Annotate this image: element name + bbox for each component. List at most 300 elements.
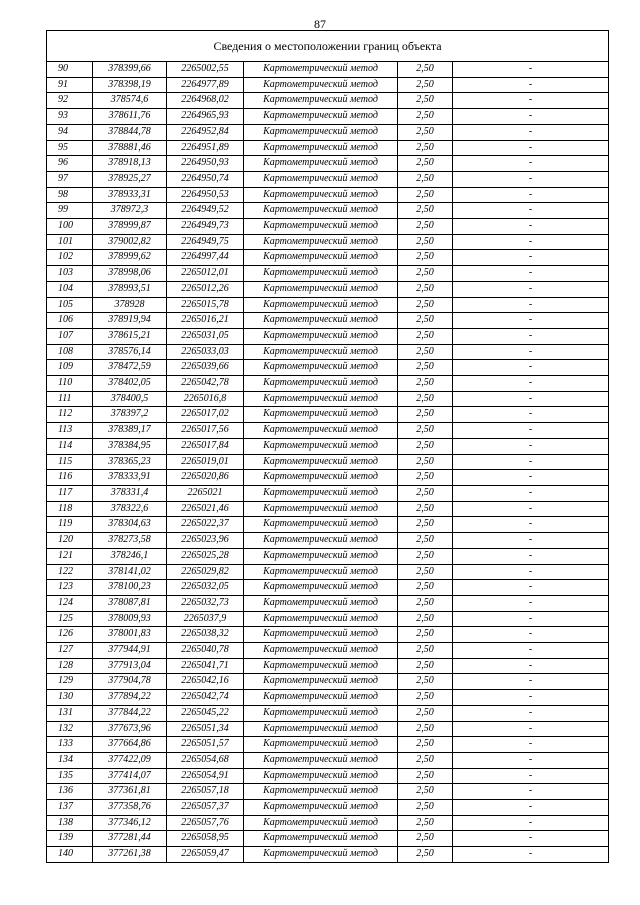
point-number-cell: 139 [47, 831, 93, 847]
y-coordinate-cell: 2264968,02 [167, 93, 244, 109]
point-number-cell: 104 [47, 281, 93, 297]
accuracy-cell: 2,50 [398, 266, 453, 282]
accuracy-cell: 2,50 [398, 93, 453, 109]
method-cell: Картометрический метод [244, 203, 398, 219]
table-row [47, 171, 609, 187]
x-coordinate-cell: 377346,12 [93, 815, 167, 831]
table-row [47, 580, 609, 596]
x-coordinate-cell: 377358,76 [93, 800, 167, 816]
method-cell: Картометрический метод [244, 800, 398, 816]
point-number-cell: 106 [47, 313, 93, 329]
note-cell: - [453, 737, 609, 753]
accuracy-cell: 2,50 [398, 77, 453, 93]
y-coordinate-cell: 2265015,78 [167, 297, 244, 313]
table-row [47, 376, 609, 392]
table-row [47, 690, 609, 706]
x-coordinate-cell: 377422,09 [93, 752, 167, 768]
point-number-cell: 114 [47, 438, 93, 454]
method-cell: Картометрический метод [244, 847, 398, 863]
accuracy-cell: 2,50 [398, 391, 453, 407]
note-cell: - [453, 376, 609, 392]
table-row [47, 187, 609, 203]
y-coordinate-cell: 2265057,76 [167, 815, 244, 831]
table-row [47, 721, 609, 737]
y-coordinate-cell: 2265016,21 [167, 313, 244, 329]
x-coordinate-cell: 378100,23 [93, 580, 167, 596]
y-coordinate-cell: 2264951,89 [167, 140, 244, 156]
method-cell: Картометрический метод [244, 344, 398, 360]
accuracy-cell: 2,50 [398, 737, 453, 753]
method-cell: Картометрический метод [244, 768, 398, 784]
note-cell: - [453, 219, 609, 235]
method-cell: Картометрический метод [244, 124, 398, 140]
accuracy-cell: 2,50 [398, 784, 453, 800]
x-coordinate-cell: 378574,6 [93, 93, 167, 109]
method-cell: Картометрический метод [244, 517, 398, 533]
note-cell: - [453, 658, 609, 674]
accuracy-cell: 2,50 [398, 485, 453, 501]
note-cell: - [453, 768, 609, 784]
table-row [47, 297, 609, 313]
method-cell: Картометрический метод [244, 548, 398, 564]
note-cell: - [453, 234, 609, 250]
accuracy-cell: 2,50 [398, 203, 453, 219]
method-cell: Картометрический метод [244, 627, 398, 643]
point-number-cell: 132 [47, 721, 93, 737]
x-coordinate-cell: 378615,21 [93, 328, 167, 344]
table-row [47, 124, 609, 140]
note-cell: - [453, 580, 609, 596]
table-row [47, 93, 609, 109]
accuracy-cell: 2,50 [398, 580, 453, 596]
x-coordinate-cell: 377261,38 [93, 847, 167, 863]
table-row [47, 815, 609, 831]
point-number-cell: 97 [47, 171, 93, 187]
point-number-cell: 129 [47, 674, 93, 690]
method-cell: Картометрический метод [244, 407, 398, 423]
point-number-cell: 136 [47, 784, 93, 800]
table-row [47, 564, 609, 580]
accuracy-cell: 2,50 [398, 548, 453, 564]
x-coordinate-cell: 379002,82 [93, 234, 167, 250]
note-cell: - [453, 77, 609, 93]
accuracy-cell: 2,50 [398, 643, 453, 659]
note-cell: - [453, 344, 609, 360]
y-coordinate-cell: 2265057,37 [167, 800, 244, 816]
method-cell: Картометрический метод [244, 360, 398, 376]
table-row [47, 501, 609, 517]
note-cell: - [453, 438, 609, 454]
note-cell: - [453, 328, 609, 344]
accuracy-cell: 2,50 [398, 564, 453, 580]
table-row [47, 62, 609, 78]
table-row [47, 344, 609, 360]
note-cell: - [453, 470, 609, 486]
x-coordinate-cell: 378472,59 [93, 360, 167, 376]
table-row [47, 768, 609, 784]
x-coordinate-cell: 378576,14 [93, 344, 167, 360]
note-cell: - [453, 391, 609, 407]
boundary-table-frame [46, 30, 608, 863]
point-number-cell: 98 [47, 187, 93, 203]
method-cell: Картометрический метод [244, 674, 398, 690]
table-row [47, 533, 609, 549]
point-number-cell: 137 [47, 800, 93, 816]
accuracy-cell: 2,50 [398, 109, 453, 125]
note-cell: - [453, 784, 609, 800]
y-coordinate-cell: 2264949,75 [167, 234, 244, 250]
accuracy-cell: 2,50 [398, 501, 453, 517]
y-coordinate-cell: 2264997,44 [167, 250, 244, 266]
x-coordinate-cell: 377913,04 [93, 658, 167, 674]
x-coordinate-cell: 378881,46 [93, 140, 167, 156]
x-coordinate-cell: 378273,58 [93, 533, 167, 549]
point-number-cell: 113 [47, 423, 93, 439]
x-coordinate-cell: 378333,91 [93, 470, 167, 486]
table-row [47, 438, 609, 454]
point-number-cell: 116 [47, 470, 93, 486]
note-cell: - [453, 360, 609, 376]
method-cell: Картометрический метод [244, 376, 398, 392]
point-number-cell: 125 [47, 611, 93, 627]
point-number-cell: 109 [47, 360, 93, 376]
point-number-cell: 108 [47, 344, 93, 360]
note-cell: - [453, 517, 609, 533]
point-number-cell: 101 [47, 234, 93, 250]
table-row [47, 219, 609, 235]
accuracy-cell: 2,50 [398, 423, 453, 439]
y-coordinate-cell: 2265032,05 [167, 580, 244, 596]
accuracy-cell: 2,50 [398, 438, 453, 454]
method-cell: Картометрический метод [244, 62, 398, 78]
accuracy-cell: 2,50 [398, 517, 453, 533]
x-coordinate-cell: 378398,19 [93, 77, 167, 93]
y-coordinate-cell: 2264952,84 [167, 124, 244, 140]
point-number-cell: 127 [47, 643, 93, 659]
point-number-cell: 93 [47, 109, 93, 125]
note-cell: - [453, 752, 609, 768]
note-cell: - [453, 203, 609, 219]
method-cell: Картометрический метод [244, 297, 398, 313]
table-row [47, 643, 609, 659]
point-number-cell: 128 [47, 658, 93, 674]
note-cell: - [453, 533, 609, 549]
accuracy-cell: 2,50 [398, 611, 453, 627]
table-title: Сведения о местоположении границ объекта [47, 31, 609, 62]
x-coordinate-cell: 378246,1 [93, 548, 167, 564]
note-cell: - [453, 800, 609, 816]
point-number-cell: 135 [47, 768, 93, 784]
y-coordinate-cell: 2265042,16 [167, 674, 244, 690]
note-cell: - [453, 548, 609, 564]
point-number-cell: 96 [47, 156, 93, 172]
point-number-cell: 94 [47, 124, 93, 140]
note-cell: - [453, 595, 609, 611]
point-number-cell: 115 [47, 454, 93, 470]
x-coordinate-cell: 378925,27 [93, 171, 167, 187]
x-coordinate-cell: 377844,22 [93, 705, 167, 721]
method-cell: Картометрический метод [244, 752, 398, 768]
x-coordinate-cell: 378001,83 [93, 627, 167, 643]
point-number-cell: 134 [47, 752, 93, 768]
x-coordinate-cell: 378384,95 [93, 438, 167, 454]
note-cell: - [453, 250, 609, 266]
accuracy-cell: 2,50 [398, 800, 453, 816]
note-cell: - [453, 643, 609, 659]
point-number-cell: 122 [47, 564, 93, 580]
y-coordinate-cell: 2265012,26 [167, 281, 244, 297]
y-coordinate-cell: 2265012,01 [167, 266, 244, 282]
x-coordinate-cell: 378928 [93, 297, 167, 313]
y-coordinate-cell: 2265023,96 [167, 533, 244, 549]
accuracy-cell: 2,50 [398, 140, 453, 156]
table-row [47, 517, 609, 533]
y-coordinate-cell: 2265021,46 [167, 501, 244, 517]
table-title-row [47, 31, 609, 62]
accuracy-cell: 2,50 [398, 533, 453, 549]
table-row [47, 423, 609, 439]
x-coordinate-cell: 378365,23 [93, 454, 167, 470]
x-coordinate-cell: 377904,78 [93, 674, 167, 690]
point-number-cell: 112 [47, 407, 93, 423]
table-row [47, 454, 609, 470]
y-coordinate-cell: 2265051,57 [167, 737, 244, 753]
point-number-cell: 130 [47, 690, 93, 706]
x-coordinate-cell: 378933,31 [93, 187, 167, 203]
point-number-cell: 90 [47, 62, 93, 78]
x-coordinate-cell: 378009,93 [93, 611, 167, 627]
table-row [47, 328, 609, 344]
x-coordinate-cell: 378918,13 [93, 156, 167, 172]
y-coordinate-cell: 2264950,74 [167, 171, 244, 187]
method-cell: Картометрический метод [244, 737, 398, 753]
method-cell: Картометрический метод [244, 438, 398, 454]
x-coordinate-cell: 377664,86 [93, 737, 167, 753]
method-cell: Картометрический метод [244, 721, 398, 737]
note-cell: - [453, 611, 609, 627]
method-cell: Картометрический метод [244, 454, 398, 470]
note-cell: - [453, 140, 609, 156]
method-cell: Картометрический метод [244, 140, 398, 156]
y-coordinate-cell: 2265040,78 [167, 643, 244, 659]
x-coordinate-cell: 378998,06 [93, 266, 167, 282]
table-row [47, 140, 609, 156]
y-coordinate-cell: 2264950,93 [167, 156, 244, 172]
y-coordinate-cell: 2264977,89 [167, 77, 244, 93]
y-coordinate-cell: 2264949,52 [167, 203, 244, 219]
table-row [47, 485, 609, 501]
x-coordinate-cell: 378972,3 [93, 203, 167, 219]
x-coordinate-cell: 377281,44 [93, 831, 167, 847]
table-row [47, 705, 609, 721]
note-cell: - [453, 423, 609, 439]
y-coordinate-cell: 2265017,84 [167, 438, 244, 454]
table-row [47, 203, 609, 219]
accuracy-cell: 2,50 [398, 124, 453, 140]
point-number-cell: 138 [47, 815, 93, 831]
method-cell: Картометрический метод [244, 281, 398, 297]
method-cell: Картометрический метод [244, 266, 398, 282]
y-coordinate-cell: 2265054,68 [167, 752, 244, 768]
note-cell: - [453, 705, 609, 721]
y-coordinate-cell: 2264950,53 [167, 187, 244, 203]
method-cell: Картометрический метод [244, 234, 398, 250]
method-cell: Картометрический метод [244, 643, 398, 659]
accuracy-cell: 2,50 [398, 234, 453, 250]
point-number-cell: 131 [47, 705, 93, 721]
table-row [47, 470, 609, 486]
accuracy-cell: 2,50 [398, 470, 453, 486]
table-row [47, 234, 609, 250]
point-number-cell: 133 [47, 737, 93, 753]
y-coordinate-cell: 2265058,95 [167, 831, 244, 847]
page-number: 87 [314, 17, 326, 31]
y-coordinate-cell: 2265031,05 [167, 328, 244, 344]
note-cell: - [453, 815, 609, 831]
note-cell: - [453, 674, 609, 690]
note-cell: - [453, 266, 609, 282]
method-cell: Картометрический метод [244, 501, 398, 517]
table-row [47, 831, 609, 847]
y-coordinate-cell: 2265032,73 [167, 595, 244, 611]
method-cell: Картометрический метод [244, 533, 398, 549]
accuracy-cell: 2,50 [398, 62, 453, 78]
table-row [47, 109, 609, 125]
accuracy-cell: 2,50 [398, 658, 453, 674]
method-cell: Картометрический метод [244, 658, 398, 674]
note-cell: - [453, 187, 609, 203]
note-cell: - [453, 109, 609, 125]
x-coordinate-cell: 377414,07 [93, 768, 167, 784]
accuracy-cell: 2,50 [398, 281, 453, 297]
method-cell: Картометрический метод [244, 109, 398, 125]
table-row [47, 784, 609, 800]
method-cell: Картометрический метод [244, 564, 398, 580]
note-cell: - [453, 501, 609, 517]
accuracy-cell: 2,50 [398, 627, 453, 643]
method-cell: Картометрический метод [244, 815, 398, 831]
table-row [47, 360, 609, 376]
table-row [47, 548, 609, 564]
x-coordinate-cell: 377673,96 [93, 721, 167, 737]
table-row [47, 847, 609, 863]
accuracy-cell: 2,50 [398, 690, 453, 706]
accuracy-cell: 2,50 [398, 156, 453, 172]
y-coordinate-cell: 2265041,71 [167, 658, 244, 674]
y-coordinate-cell: 2265054,91 [167, 768, 244, 784]
point-number-cell: 92 [47, 93, 93, 109]
point-number-cell: 100 [47, 219, 93, 235]
point-number-cell: 118 [47, 501, 93, 517]
table-row [47, 391, 609, 407]
point-number-cell: 103 [47, 266, 93, 282]
point-number-cell: 124 [47, 595, 93, 611]
point-number-cell: 110 [47, 376, 93, 392]
note-cell: - [453, 847, 609, 863]
method-cell: Картометрический метод [244, 423, 398, 439]
method-cell: Картометрический метод [244, 77, 398, 93]
table-row [47, 77, 609, 93]
note-cell: - [453, 124, 609, 140]
y-coordinate-cell: 2265016,8 [167, 391, 244, 407]
point-number-cell: 107 [47, 328, 93, 344]
x-coordinate-cell: 378141,02 [93, 564, 167, 580]
table-row [47, 595, 609, 611]
accuracy-cell: 2,50 [398, 407, 453, 423]
x-coordinate-cell: 378322,6 [93, 501, 167, 517]
accuracy-cell: 2,50 [398, 313, 453, 329]
table-row [47, 156, 609, 172]
method-cell: Картометрический метод [244, 313, 398, 329]
y-coordinate-cell: 2265019,01 [167, 454, 244, 470]
method-cell: Картометрический метод [244, 580, 398, 596]
point-number-cell: 140 [47, 847, 93, 863]
method-cell: Картометрический метод [244, 328, 398, 344]
x-coordinate-cell: 377944,91 [93, 643, 167, 659]
point-number-cell: 91 [47, 77, 93, 93]
note-cell: - [453, 93, 609, 109]
point-number-cell: 126 [47, 627, 93, 643]
x-coordinate-cell: 378999,62 [93, 250, 167, 266]
point-number-cell: 119 [47, 517, 93, 533]
table-row [47, 752, 609, 768]
table-row [47, 250, 609, 266]
method-cell: Картометрический метод [244, 705, 398, 721]
x-coordinate-cell: 378919,94 [93, 313, 167, 329]
table-body [47, 62, 609, 863]
method-cell: Картометрический метод [244, 831, 398, 847]
y-coordinate-cell: 2265021 [167, 485, 244, 501]
x-coordinate-cell: 378999,87 [93, 219, 167, 235]
y-coordinate-cell: 2265039,66 [167, 360, 244, 376]
y-coordinate-cell: 2265033,03 [167, 344, 244, 360]
method-cell: Картометрический метод [244, 219, 398, 235]
y-coordinate-cell: 2265025,28 [167, 548, 244, 564]
table-row [47, 407, 609, 423]
y-coordinate-cell: 2265038,32 [167, 627, 244, 643]
x-coordinate-cell: 378844,78 [93, 124, 167, 140]
accuracy-cell: 2,50 [398, 674, 453, 690]
x-coordinate-cell: 378400,5 [93, 391, 167, 407]
note-cell: - [453, 690, 609, 706]
x-coordinate-cell: 378389,17 [93, 423, 167, 439]
note-cell: - [453, 454, 609, 470]
table-row [47, 281, 609, 297]
table-row [47, 266, 609, 282]
accuracy-cell: 2,50 [398, 219, 453, 235]
method-cell: Картометрический метод [244, 611, 398, 627]
method-cell: Картометрический метод [244, 690, 398, 706]
accuracy-cell: 2,50 [398, 721, 453, 737]
note-cell: - [453, 721, 609, 737]
table-row [47, 737, 609, 753]
boundary-coordinates-table [46, 30, 609, 863]
method-cell: Картометрический метод [244, 171, 398, 187]
point-number-cell: 123 [47, 580, 93, 596]
accuracy-cell: 2,50 [398, 752, 453, 768]
method-cell: Картометрический метод [244, 485, 398, 501]
x-coordinate-cell: 377894,22 [93, 690, 167, 706]
accuracy-cell: 2,50 [398, 297, 453, 313]
y-coordinate-cell: 2265057,18 [167, 784, 244, 800]
accuracy-cell: 2,50 [398, 250, 453, 266]
table-row [47, 674, 609, 690]
y-coordinate-cell: 2265020,86 [167, 470, 244, 486]
y-coordinate-cell: 2265042,78 [167, 376, 244, 392]
accuracy-cell: 2,50 [398, 595, 453, 611]
note-cell: - [453, 564, 609, 580]
y-coordinate-cell: 2265045,22 [167, 705, 244, 721]
